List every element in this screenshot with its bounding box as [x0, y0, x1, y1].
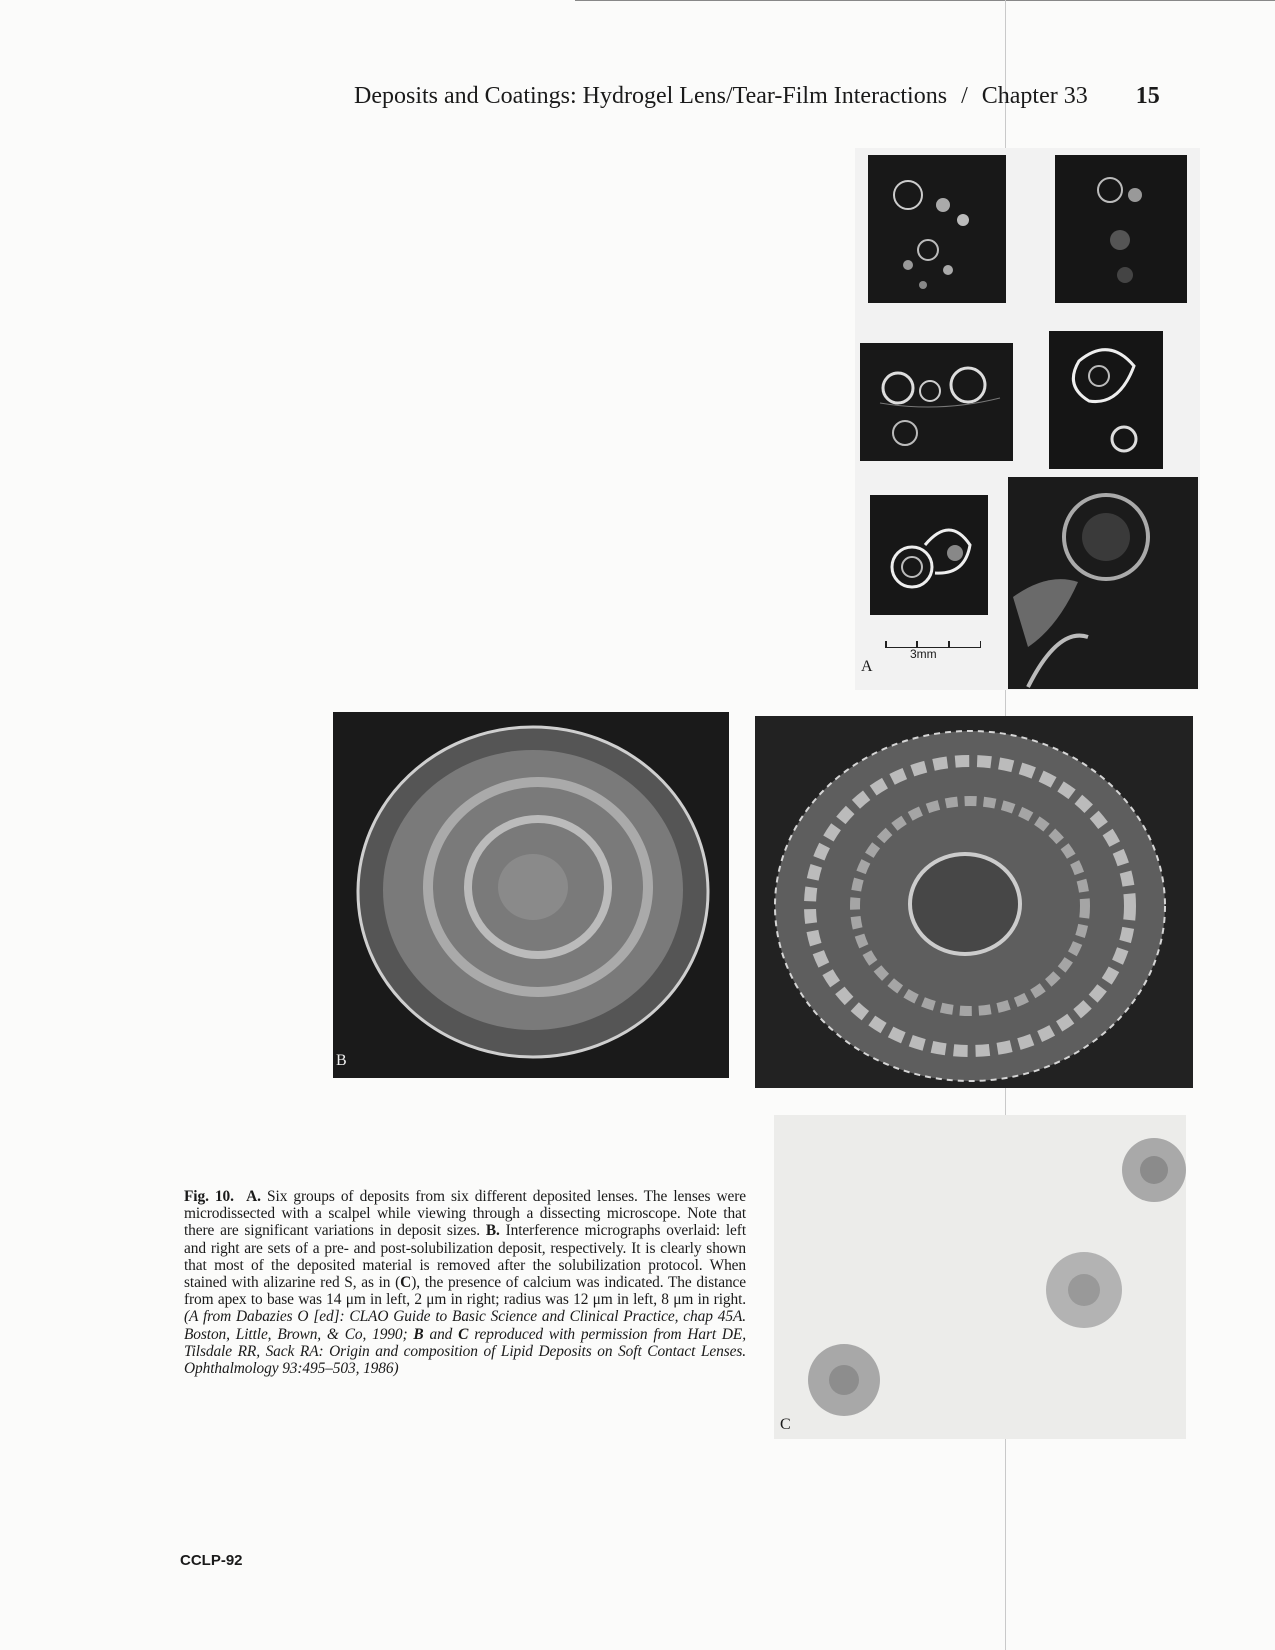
caption-credit-2: reproduced with permission from Hart DE, Tilsdale RR, Sack RA: Origin and composition of Lipid Deposits on Soft Contact Lenses. Ophthalmology 93:495–503, 1986) — [184, 1325, 746, 1378]
caption-a-label: A. — [246, 1188, 261, 1205]
fig-label: Fig. 10. — [184, 1188, 234, 1205]
caption-text-1: Six groups of deposits from six different deposited lenses. The lenses were microdissected with a scalpel while viewing through a dissecting microscope. Note that there are significant variations in deposit sizes. — [184, 1188, 746, 1240]
credit-and: and — [423, 1325, 459, 1343]
header-title: Deposits and Coatings: Hydrogel Lens/Tear-Film Interactions — [354, 83, 948, 109]
scale-bar-label: 3mm — [910, 647, 937, 661]
credit-c-label: C — [458, 1325, 469, 1343]
footer-code: CCLP-92 — [180, 1552, 243, 1569]
running-header — [354, 83, 1160, 110]
credit-b-label: B — [413, 1325, 424, 1343]
caption-b-label: B. — [485, 1222, 500, 1240]
panel-c-label: C — [780, 1416, 791, 1433]
deposit-photo-1 — [868, 155, 1006, 303]
page-number: 15 — [1135, 83, 1160, 109]
micrograph-b-left — [333, 712, 729, 1078]
header-separator: / — [961, 83, 968, 109]
deposit-photo-3 — [860, 343, 1013, 461]
micrograph-b-right — [755, 716, 1193, 1088]
figure-caption — [184, 1188, 746, 1377]
deposit-photo-5 — [870, 495, 988, 615]
deposit-photo-2 — [1055, 155, 1187, 303]
caption-c-label: C — [400, 1274, 412, 1292]
panel-b-label: B — [336, 1052, 347, 1069]
panel-a-label: A — [861, 658, 873, 675]
header-chapter: Chapter 33 — [981, 83, 1088, 109]
caption-text-2: Interference micrographs overlaid: left and right are sets of a pre- and post-solubilization deposit, respectively. It is clearly shown that most of the deposited material is removed after the solubilization protocol. When stained with alizarine red S, as in ( — [184, 1222, 746, 1292]
top-rule — [575, 0, 1275, 1]
deposit-photo-6 — [1008, 477, 1198, 689]
caption-text-3: ), the presence of calcium was indicated. The distance from apex to base was 14 μm in left, 2 μm in right; radius was 12 μm in left, 8 μm in right. — [184, 1274, 746, 1309]
caption-credit-1: (A from Dabazies O [ed]: CLAO Guide to Basic Science and Clinical Practice, chap 45A. Boston, Little, Brown, & Co, 1990; — [184, 1308, 746, 1343]
micrograph-c — [774, 1115, 1186, 1439]
deposit-photo-4 — [1049, 331, 1163, 469]
